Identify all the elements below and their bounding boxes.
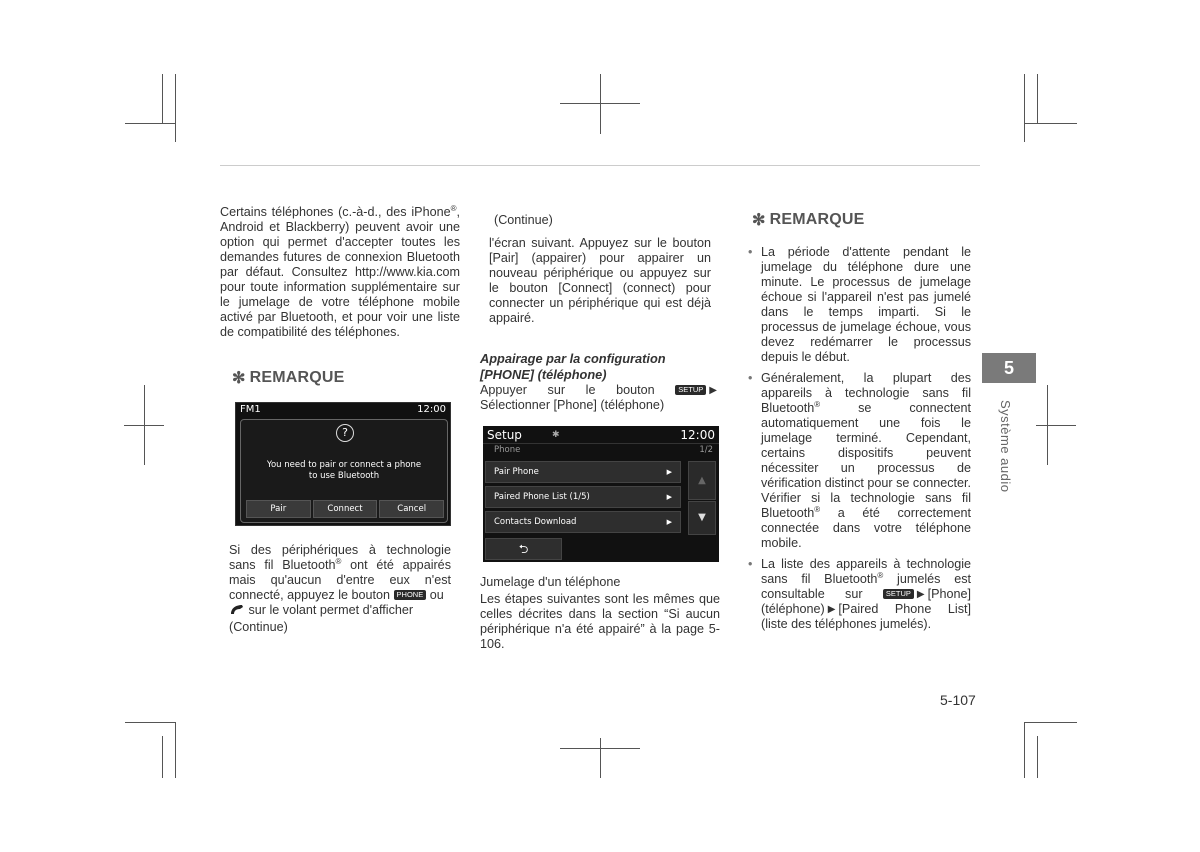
- screen-title: Setup: [487, 427, 522, 442]
- note-heading-left: ✻ REMARQUE: [232, 369, 345, 387]
- chevron-right-icon: ▶: [666, 468, 672, 476]
- triangle-right-icon: ▶: [827, 604, 836, 615]
- chevron-right-icon: ▶: [666, 518, 672, 526]
- status-bar: [236, 403, 450, 418]
- continue-label-middle: (Continue): [494, 213, 553, 227]
- question-icon: ?: [336, 424, 354, 442]
- scroll-up-button[interactable]: ▲: [688, 461, 716, 500]
- list-item: • La liste des appareils à technologie sans fil Bluetooth® jumelés est consultable sur SETUP ▶ [Phone] (téléphone) ▶ [Paired Phone List] (liste des téléphones jumelés).: [748, 557, 971, 632]
- header-rule: [220, 165, 980, 166]
- pairing-heading: Jumelage d'un téléphone: [480, 575, 621, 589]
- middle-paragraph: l'écran suivant. Appuyez sur le bouton [Pair] (appairer) pour appairer un nouveau périphérique ou appuyez sur le bouton [Connect] (connect) pour connecter un périphérique qui est déjà appairé.: [489, 236, 711, 325]
- page-number: 5-107: [940, 692, 976, 708]
- scroll-down-button[interactable]: ▼: [688, 501, 716, 535]
- source-label: FM1: [240, 404, 261, 415]
- left-column: [220, 205, 460, 340]
- pair-button[interactable]: Pair: [246, 500, 311, 518]
- chapter-label: Système audio: [998, 400, 1013, 493]
- dialog-buttons: [246, 500, 444, 518]
- phone-button-label: PHONE: [394, 590, 427, 600]
- status-bar: [483, 426, 719, 444]
- menu-item-pair-phone[interactable]: Pair Phone ▶: [485, 461, 681, 483]
- continue-label-left: (Continue): [229, 620, 288, 634]
- list-item: • Généralement, la plupart des appareils à technologie sans fil Bluetooth® se connectent automatiquement une fois le jumelage terminé. Cependant, certains dispositifs peuvent nécessiter un processus de vérification distinct pour se connecter. Vérifier si la technologie sans fil Bluetooth® a été correctement connectée dans votre téléphone mobile.: [748, 371, 971, 551]
- note-heading-right: ✻ REMARQUE: [752, 211, 865, 229]
- bluetooth-icon: ✱: [551, 429, 560, 440]
- note-list-right: [748, 245, 971, 638]
- setup-button-label: SETUP: [675, 385, 706, 395]
- note-text-left: Si des périphériques à technologie sans fil Bluetooth® ont été appairés mais qu'aucun d'entre eux n'est connecté, appuyez le bouton PHONE ou sur le volant permet d'afficher (Continue): [229, 543, 451, 634]
- pairing-paragraph: Les étapes suivantes sont les mêmes que celles décrites dans la section “Si aucun périphérique n'a été appairé” à la page 5-106.: [480, 592, 720, 651]
- section-subtitle: Appairage par la configuration [PHONE] (téléphone): [480, 351, 666, 382]
- triangle-right-icon: ▶: [709, 385, 717, 396]
- menu-item-paired-phone-list[interactable]: Paired Phone List (1/5) ▶: [485, 486, 681, 508]
- connect-button[interactable]: Connect: [313, 500, 378, 518]
- asterisk-icon: ✻: [232, 370, 246, 387]
- menu-item-contacts-download[interactable]: Contacts Download ▶: [485, 511, 681, 533]
- intro-paragraph: Certains téléphones (c.-à-d., des iPhone®, Android et Blackberry) peuvent avoir une option qui permet d'accepter toutes les demandes futures de connexion Bluetooth par défaut. Consultez http://www.kia.com pour toute information supplémentaire sur le jumelage de votre téléphone mobile activé par Bluetooth, et pour voir une liste de compatibilité des téléphones.: [220, 203, 460, 339]
- clock: 12:00: [417, 404, 446, 415]
- dialog-message: You need to pair or connect a phone to use Bluetooth: [266, 460, 422, 481]
- dialog-box: [240, 419, 448, 523]
- bluetooth-prompt-screen: [235, 402, 451, 526]
- cancel-button[interactable]: Cancel: [379, 500, 444, 518]
- list-item: • La période d'attente pendant le jumelage du téléphone dure une minute. Le processus de jumelage échoue si l'appareil n'est pas jumelé dans le temps imparti. Si le processus de jumelage échoue, vous devez redémarrer le processus depuis le début.: [748, 245, 971, 365]
- section-header: Phone 1/2: [494, 445, 713, 455]
- back-button[interactable]: [485, 538, 562, 560]
- setup-instruction: Appuyer sur le bouton SETUP ▶Sélectionner [Phone] (téléphone): [480, 383, 717, 412]
- phone-handset-icon: [229, 604, 245, 620]
- setup-phone-screen: [483, 426, 719, 562]
- setup-button-label: SETUP: [883, 589, 914, 599]
- clock: 12:00: [680, 427, 715, 442]
- chevron-right-icon: ▶: [666, 493, 672, 501]
- page-indicator: 1/2: [699, 445, 713, 455]
- triangle-right-icon: ▶: [916, 589, 925, 600]
- chapter-tab: 5: [982, 353, 1036, 383]
- back-arrow-icon: ⮌: [518, 542, 529, 556]
- asterisk-icon: ✻: [752, 212, 766, 229]
